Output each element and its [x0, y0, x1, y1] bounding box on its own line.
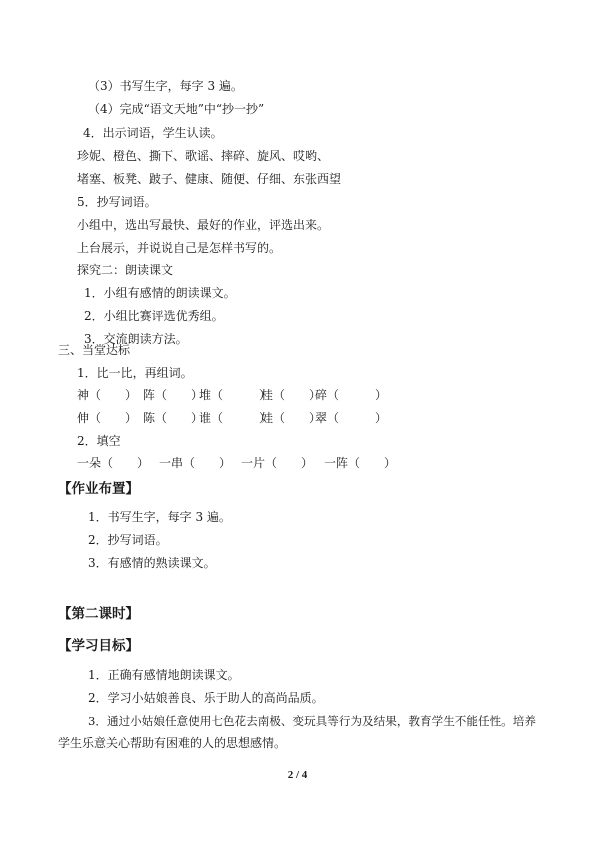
compare-cell: 碎（ ） [315, 388, 388, 402]
stage-show: 上台展示，并说说自己是怎样书写的。 [77, 241, 282, 255]
goal-item-continued: 学生乐意关心帮助有困难的人的思想感情。 [58, 736, 287, 750]
goal-item: 1．正确有感情地朗读课文。 [88, 668, 240, 682]
compare-cell: 陈（ ） [143, 411, 204, 425]
compare-cell: 堆（ ） [199, 388, 272, 402]
goals-heading: 【学习目标】 [58, 638, 139, 654]
step-show-words: 4．出示词语，学生认读。 [83, 126, 223, 140]
goal-item: 3．通过小姑娘任意使用七色花去南极、变玩具等行为及结果，教育学生不能任性。培养 [88, 714, 536, 728]
step-write-chars: （3）书写生字，每字 3 遍。 [88, 79, 243, 93]
homework-item: 2．抄写词语。 [88, 533, 168, 547]
group-select: 小组中，选出写最快、最好的作业，评选出来。 [77, 218, 330, 232]
read-item-3: 3．交流朗读方法。 [84, 332, 188, 346]
compare-cell: 翠（ ） [315, 411, 388, 425]
read-item-2: 2．小组比赛评选优秀组。 [84, 309, 224, 323]
fill-cell: 一阵（ ） [324, 456, 397, 470]
fill-cell: 一片（ ） [241, 456, 314, 470]
fill-cell: 一朵（ ） [77, 456, 150, 470]
compare-cell: 伸（ ） [77, 411, 138, 425]
goal-item: 2．学习小姑娘善良、乐于助人的高尚品质。 [88, 691, 324, 705]
step-copy-words: 5．抄写词语。 [77, 195, 157, 209]
read-item-1: 1．小组有感情的朗读课文。 [84, 286, 236, 300]
second-lesson-heading: 【第二课时】 [58, 606, 139, 622]
homework-item: 1．书写生字，每字 3 遍。 [88, 510, 231, 524]
compare-cell: 桂（ ） [261, 388, 322, 402]
page-number: 2 / 4 [287, 769, 308, 781]
compare-cell: 阵（ ） [143, 388, 204, 402]
compare-cell: 娃（ ） [261, 411, 322, 425]
compare-title: 1．比一比，再组词。 [77, 366, 193, 380]
section-three: 三、当堂达标 [58, 343, 131, 357]
homework-heading: 【作业布置】 [58, 481, 139, 497]
word-list-2: 堵塞、板凳、跛子、健康、随便、仔细、东张西望 [77, 172, 342, 186]
homework-item: 3．有感情的熟读课文。 [88, 556, 216, 570]
explore-two: 探究二：朗读课文 [77, 263, 174, 277]
fill-title: 2．填空 [77, 434, 121, 448]
compare-cell: 神（ ） [77, 388, 138, 402]
compare-cell: 谁（ ） [199, 411, 272, 425]
step-copy: （4）完成“语文天地”中“抄一抄” [88, 102, 265, 116]
word-list-1: 珍妮、橙色、撕下、歌谣、摔碎、旋风、哎哟、 [77, 149, 330, 163]
fill-cell: 一串（ ） [159, 456, 232, 470]
